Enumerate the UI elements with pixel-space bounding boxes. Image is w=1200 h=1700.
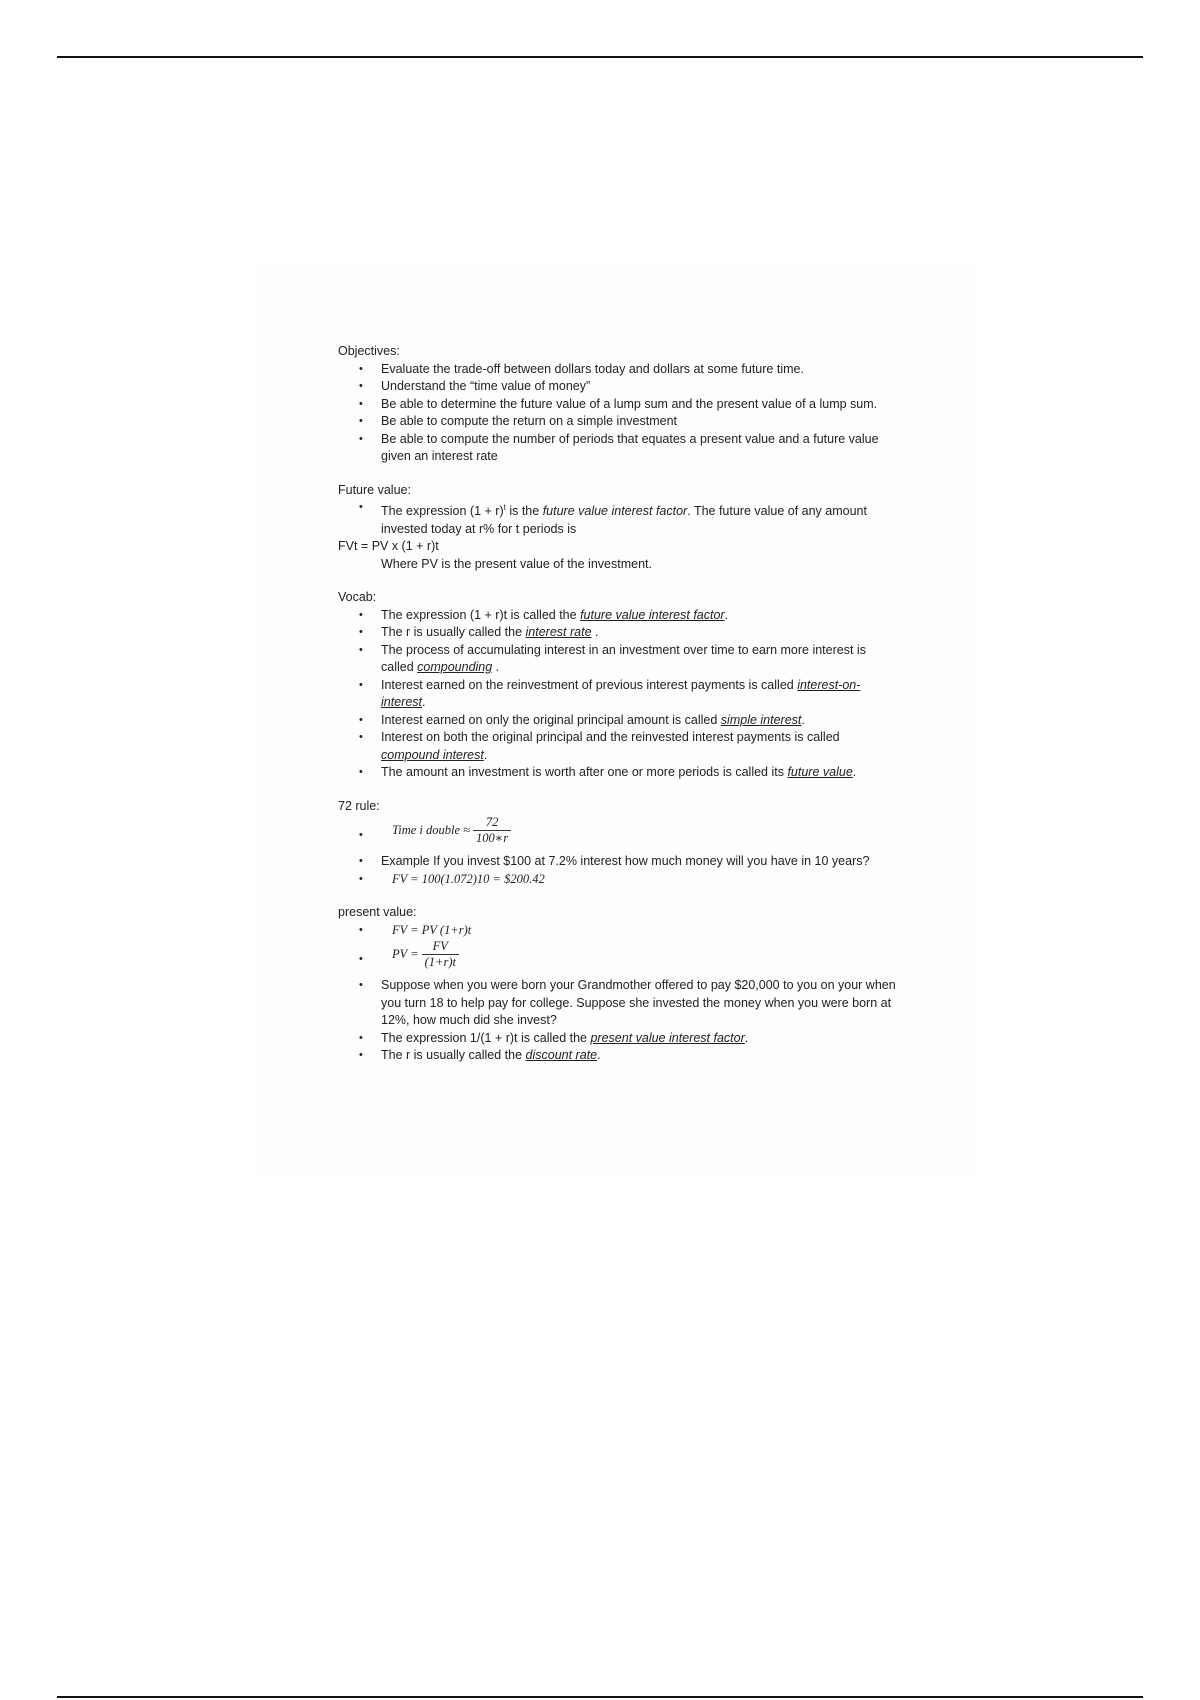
objectives-list bbox=[338, 361, 898, 466]
vocab-text: . bbox=[591, 625, 599, 640]
list-item bbox=[338, 642, 898, 677]
vocab-term: compounding bbox=[417, 660, 493, 675]
vocab-term: compound interest bbox=[381, 747, 484, 762]
rule72-heading: 72 rule: bbox=[338, 798, 380, 813]
list-item bbox=[338, 624, 898, 642]
list-item: • Understand the “time value of money” bbox=[338, 378, 898, 396]
vocab-text: The amount an investment is worth after one or more periods is called its bbox=[381, 765, 788, 780]
vocab-text: . bbox=[422, 695, 426, 710]
fv-text-b: is the bbox=[505, 504, 543, 519]
present-value-heading: present value: bbox=[338, 905, 417, 920]
vocab-text: Interest on both the original principal and the reinvested interest payments is called bbox=[381, 730, 840, 745]
rule72-list bbox=[338, 815, 898, 888]
pv-text: . bbox=[597, 1048, 601, 1063]
fv-term: future value interest factor bbox=[542, 504, 688, 519]
vocab-text: . bbox=[483, 747, 488, 762]
vocab-text: . bbox=[801, 712, 805, 727]
rule72-formula-lhs: Time i double ≈ bbox=[392, 822, 471, 837]
list-item bbox=[338, 939, 898, 977]
vocab-heading: Vocab: bbox=[338, 590, 377, 605]
fv-formula: FVt = PV x (1 + r)t bbox=[338, 539, 439, 554]
rule72-fraction bbox=[473, 815, 511, 846]
vocab-term: future value interest factor bbox=[580, 607, 725, 622]
list-item: • Be able to determine the future value of a lump sum and the present value of a lump sum. bbox=[338, 396, 898, 414]
vocab-text: . bbox=[852, 765, 857, 780]
vocab-text: . bbox=[492, 660, 500, 675]
list-item bbox=[338, 499, 898, 538]
vocab-text: The process of accumulating interest in an investment over time to earn more interest is called bbox=[381, 642, 866, 675]
rule72-section bbox=[338, 798, 898, 889]
vocab-list bbox=[338, 607, 898, 782]
list-item: • Be able to compute the return on a simple investment bbox=[338, 413, 898, 431]
pv-term: present value interest factor bbox=[590, 1030, 745, 1045]
vocab-term: simple interest bbox=[720, 712, 802, 727]
fv-note: Where PV is the present value of the investment. bbox=[381, 556, 652, 571]
fv-sup: t bbox=[503, 503, 506, 512]
pv-term: discount rate bbox=[525, 1048, 598, 1063]
pv-text: The expression 1/(1 + r)t is called the bbox=[381, 1030, 591, 1045]
vocab-term: future value bbox=[787, 765, 853, 780]
vocab-term: interest rate bbox=[525, 625, 592, 640]
list-item: • Example If you invest $100 at 7.2% interest how much money will you have in 10 years? bbox=[338, 853, 898, 871]
rule72-example-formula: FV = 100(1.072)10 = $200.42 bbox=[392, 871, 545, 886]
pv-text: . bbox=[744, 1030, 749, 1045]
list-item bbox=[338, 677, 898, 712]
pv-fraction bbox=[422, 939, 459, 970]
pv-text: Suppose when you were born your Grandmother offered to pay $20,000 to you on your when you turn 18 to help pay for college. Suppose she invested the money when you were born at 12%, how much did she invest? bbox=[381, 978, 896, 1028]
list-item bbox=[338, 871, 898, 889]
vocab-text: Interest earned on only the original principal amount is called bbox=[381, 712, 721, 727]
pv-numerator: FV bbox=[422, 939, 459, 955]
list-item: • Evaluate the trade-off between dollars today and dollars at some future time. bbox=[338, 361, 898, 379]
list-item bbox=[338, 815, 898, 853]
list-item bbox=[338, 729, 898, 764]
fv-text-c: . The future value of any amount invested today at r% for t periods is bbox=[381, 504, 867, 536]
vocab-text: The r is usually called the bbox=[381, 625, 526, 640]
future-value-section bbox=[338, 482, 898, 574]
pv-formula-2-lhs: PV = bbox=[392, 946, 419, 961]
vocab-section bbox=[338, 589, 898, 782]
present-value-section bbox=[338, 904, 898, 1065]
list-item bbox=[338, 922, 898, 940]
list-item bbox=[338, 977, 898, 1030]
vocab-text: . bbox=[724, 607, 729, 622]
objectives-section bbox=[338, 343, 898, 466]
fv-text-a: The expression (1 + r) bbox=[381, 504, 504, 519]
list-item bbox=[338, 1030, 898, 1048]
vocab-term: interest-on-interest bbox=[381, 677, 861, 710]
list-item bbox=[338, 764, 898, 782]
list-item bbox=[338, 1047, 898, 1065]
pv-formula-1: FV = PV (1+r)t bbox=[392, 922, 472, 937]
future-value-heading: Future value: bbox=[338, 482, 411, 497]
objectives-heading: Objectives: bbox=[338, 344, 400, 358]
top-rule bbox=[57, 56, 1143, 58]
rule72-denominator: 100∗r bbox=[476, 831, 509, 846]
rule72-numerator: 72 bbox=[473, 815, 511, 831]
present-value-list bbox=[338, 922, 898, 1065]
document-body bbox=[338, 343, 898, 1081]
pv-text: The r is usually called the bbox=[381, 1048, 526, 1063]
list-item bbox=[338, 607, 898, 625]
bottom-rule bbox=[57, 1696, 1143, 1698]
list-item bbox=[338, 712, 898, 730]
vocab-text: Interest earned on the reinvestment of previous interest payments is called bbox=[381, 677, 798, 692]
list-item: • Be able to compute the number of periods that equates a present value and a future value given an interest rate bbox=[338, 431, 898, 466]
future-value-list bbox=[338, 499, 898, 538]
pv-denominator: (1+r)t bbox=[424, 955, 456, 970]
vocab-text: The expression (1 + r)t is called the bbox=[381, 607, 581, 622]
